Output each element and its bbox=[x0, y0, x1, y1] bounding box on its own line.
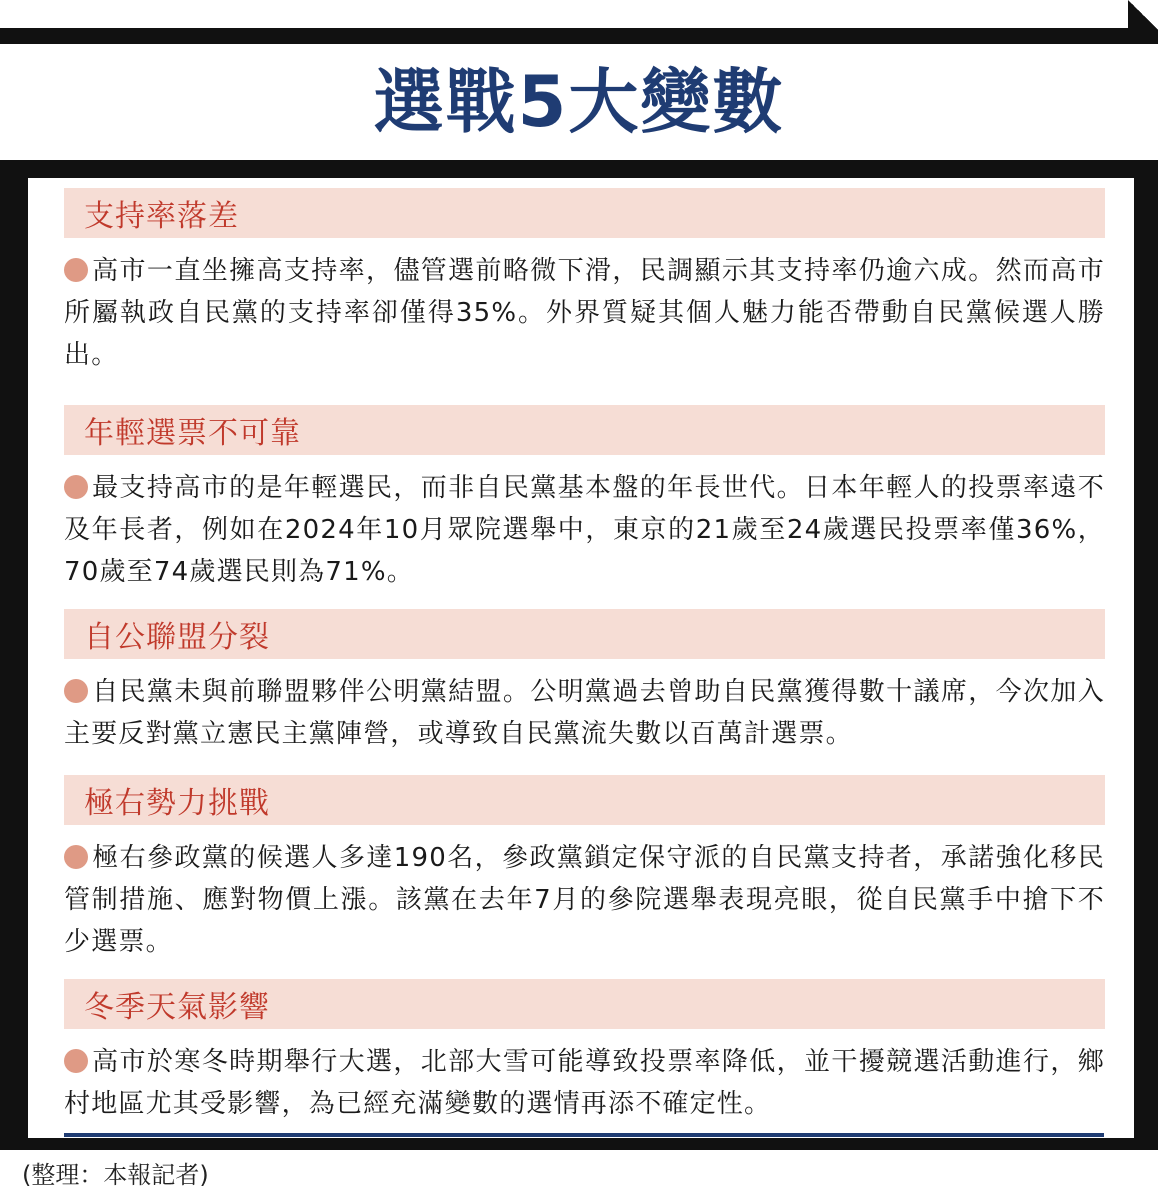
section-text: 自民黨未與前聯盟夥伴公明黨結盟。公明黨過去曾助自民黨獲得數十議席，今次加入主要反對黨立憲民主黨陣營，或導致自民黨流失數以百萬計選票。 bbox=[64, 677, 1105, 749]
frame-right bbox=[1134, 160, 1158, 1150]
bottom-rule bbox=[64, 1133, 1104, 1137]
page-title: 選戰5大變數 bbox=[373, 61, 785, 143]
section-heading: 自公聯盟分裂 bbox=[64, 609, 1105, 659]
section-body bbox=[64, 1041, 1105, 1125]
section-heading: 年輕選票不可靠 bbox=[64, 405, 1105, 455]
bullet-dot-icon bbox=[64, 258, 88, 282]
frame-left bbox=[0, 160, 28, 1150]
section-winter-weather bbox=[64, 979, 1105, 1125]
frame-top bbox=[0, 160, 1158, 178]
section-text: 最支持高市的是年輕選民，而非自民黨基本盤的年長世代。日本年輕人的投票率遠不及年長者，例如在2024年10月眾院選舉中，東京的21歲至24歲選民投票率僅36%，70歲至74歲選民則為71%。 bbox=[64, 473, 1105, 587]
bullet-dot-icon bbox=[64, 475, 88, 499]
section-heading: 支持率落差 bbox=[64, 188, 1105, 238]
section-heading: 冬季天氣影響 bbox=[64, 979, 1105, 1029]
title-band bbox=[0, 44, 1158, 160]
section-coalition-split bbox=[64, 609, 1105, 755]
section-far-right bbox=[64, 775, 1105, 963]
source-credit: (整理：本報記者) bbox=[22, 1161, 209, 1189]
bullet-dot-icon bbox=[64, 679, 88, 703]
section-text: 高市一直坐擁高支持率，儘管選前略微下滑，民調顯示其支持率仍逾六成。然而高市所屬執政自民黨的支持率卻僅得35%。外界質疑其個人魅力能否帶動自民黨候選人勝出。 bbox=[64, 256, 1105, 370]
top-frame-bar bbox=[0, 28, 1158, 44]
section-body bbox=[64, 467, 1105, 593]
section-young-votes bbox=[64, 405, 1105, 593]
section-text: 高市於寒冬時期舉行大選，北部大雪可能導致投票率降低，並干擾競選活動進行，鄉村地區尤其受影響，為已經充滿變數的選情再添不確定性。 bbox=[64, 1047, 1105, 1119]
section-body bbox=[64, 671, 1105, 755]
bullet-dot-icon bbox=[64, 1049, 88, 1073]
section-text: 極右參政黨的候選人多達190名，參政黨鎖定保守派的自民黨支持者，承諾強化移民管制措施、應對物價上漲。該黨在去年7月的參院選舉表現亮眼，從自民黨手中搶下不少選票。 bbox=[64, 843, 1105, 957]
section-heading: 極右勢力挑戰 bbox=[64, 775, 1105, 825]
bullet-dot-icon bbox=[64, 845, 88, 869]
section-body bbox=[64, 837, 1105, 963]
corner-notch bbox=[1128, 0, 1158, 30]
section-body bbox=[64, 250, 1105, 376]
section-support-gap bbox=[64, 188, 1105, 376]
frame-bottom bbox=[0, 1138, 1158, 1150]
